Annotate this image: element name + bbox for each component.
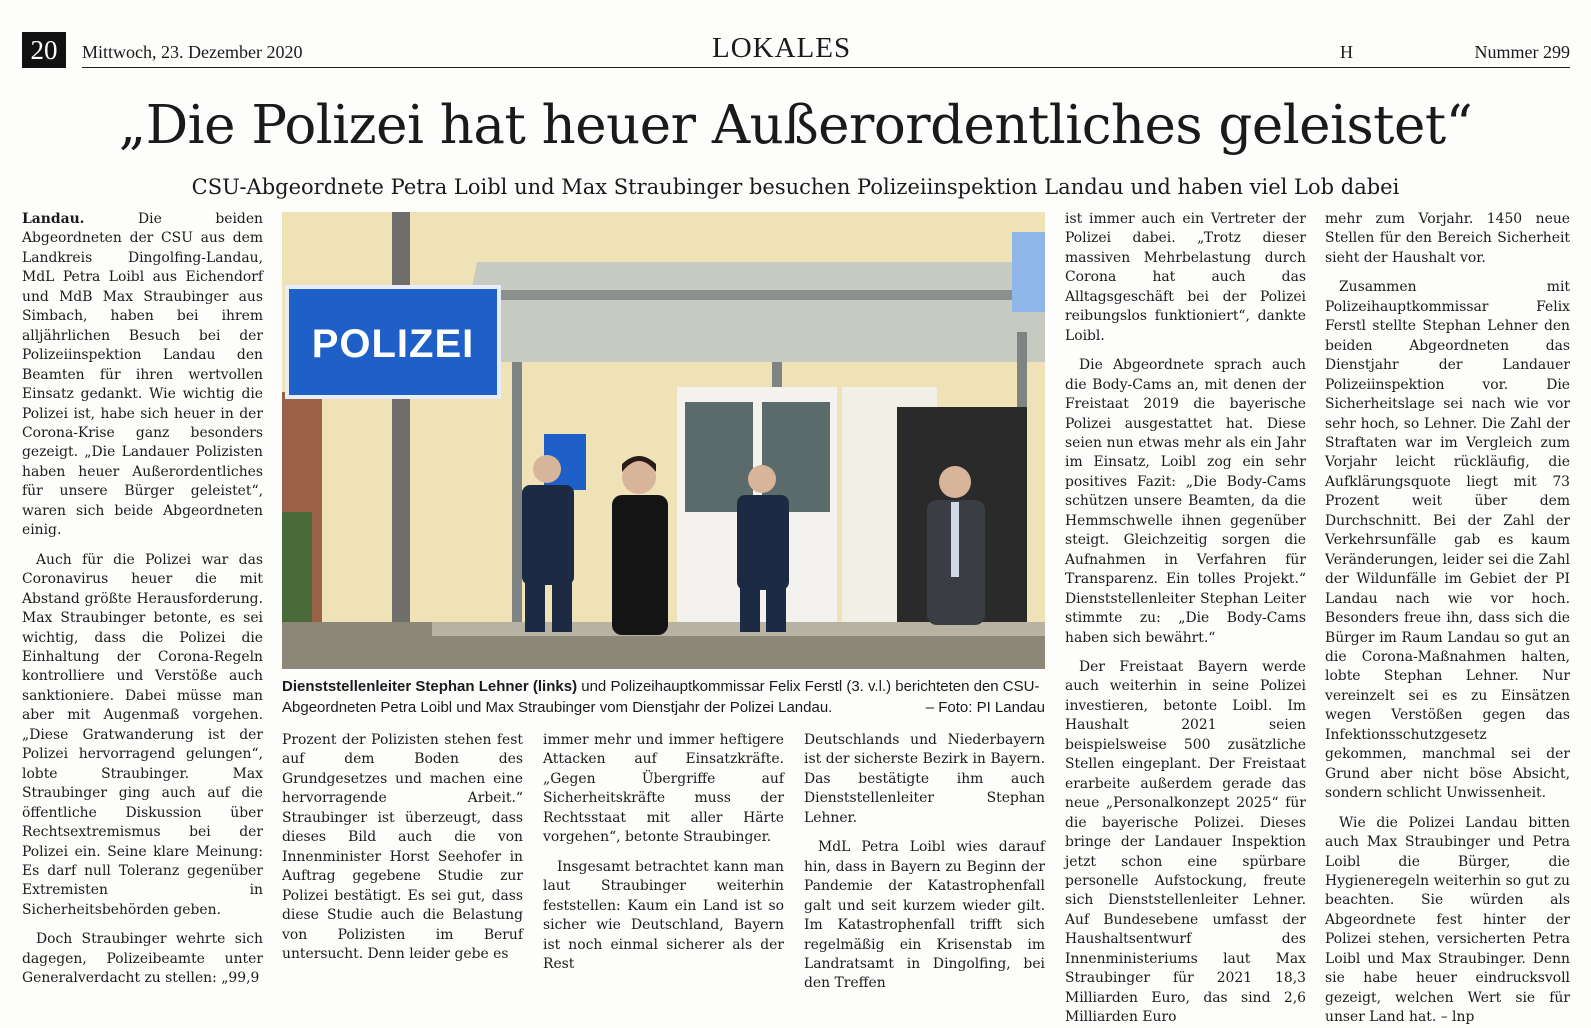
police-station-photo (282, 212, 1045, 669)
paragraph: Prozent der Polizisten stehen fest auf dem Boden des Grundgesetzes und machen eine hervorragende Arbeit.“ Straubinger ist überzeugt, dass dieses Bild auch die von Innenminister Horst Seehofer in Auftrag gegebene Studie zur Polizei bestätigt. Es sei gut, dass diese Studie auch die Belastung von Polizisten im Beruf untersucht. Denn leider gebe es (282, 732, 523, 962)
article-headline: „Die Polizei hat heuer Außerordentliches geleistet“ (118, 95, 1473, 156)
article-column-2 (282, 731, 523, 962)
paragraph: immer mehr und immer heftigere Attacken auf Einsatzkräfte. „Gegen Übergriffe auf Sicherheitskräfte muss der Rechtsstaat mit aller Härte vorgehen“, betonte Straubinger. (543, 732, 784, 846)
section-title: LOKALES (712, 32, 852, 64)
paragraph: Wie die Polizei Landau bitten auch Max Straubinger und Petra Loibl die Bürger, die Hygieneregeln weiterhin so gut zu beachten. Sie würden als Abgeordnete fest hinter der Polizei stehen, versicherten Petra Loibl und Max Straubinger. Denn sie habe heuer eindrucksvoll gezeigt, welchen Wert sie für unser Land hat. – lnp (1325, 814, 1570, 1026)
article-photo (282, 212, 1045, 669)
paragraph: Doch Straubinger wehrte sich dagegen, Polizeibeamte unter Generalverdacht zu stellen: „99,9 (22, 931, 263, 987)
paragraph: MdL Petra Loibl wies darauf hin, dass in Bayern zu Beginn der Pandemie der Katastrophenfall galt und seit kurzem wieder gilt. Im Katastrophenfall trifft sich regelmäßig ein Krisenstab im Landratsamt in Dingolfing, bei den Treffen (804, 839, 1045, 992)
paragraph: Deutschlands und Niederbayern ist der sicherste Bezirk in Bayern. Das bestätigte ihm auch Dienststellenleiter Stephan Lehner. (804, 732, 1045, 826)
paragraph: Die Abgeordnete sprach auch die Body-Cams an, mit denen der Freistaat 2019 die bayerische Polizei ausgestattet hat. Diese seien nun etwas mehr als ein Jahr im Einsatz, Loibl zog ein sehr positives Fazit: „Die Body-Cams schützen unsere Beamten, da die Hemmschwelle ihnen gegenüber steigt. Gleichzeitig sorgen die Aufnahmen in Verfahren für Transparenz. Ein tolles Projekt.“ Dienststellenleiter Stephan Leiter stimmte zu: „Die Body-Cams haben sich bewährt.“ (1065, 357, 1306, 646)
caption-text: und Polizeihauptkommissar Felix Ferstl (3. v.l.) berichteten den CSU-Abgeordneten Petra Loibl und Max Straubinger vom Dienstjahr der Polizei Landau. (282, 678, 1040, 716)
photo-credit: – Foto: PI Landau (925, 699, 1045, 716)
article-column-4 (804, 731, 1045, 992)
paragraph (22, 210, 263, 541)
page-header (22, 32, 1570, 68)
header-rule (82, 67, 1570, 68)
article-column-5 (1065, 210, 1306, 1026)
paragraph: Auch für die Polizei war das Coronavirus heuer die mit Abstand größte Herausforderung. Max Straubinger betonte, es sei wichtig, dass die Polizei die Einhaltung der Corona-Regeln kontrolliere und Verstöße auch sanktioniere. Dabei müsse man aber mit Augenmaß vorgehen. „Diese Gratwanderung ist der Polizei hervorragend gelungen“, lobte Straubinger. Max Straubinger ging auch auf die öffentliche Diskussion über Rechtsextremismus bei der Polizei ein. Seine klare Meinung: Es darf null Toleranz gegenüber Extremisten in Sicherheitsbehörden geben. (22, 551, 263, 918)
edition-letter: H (1340, 42, 1353, 62)
paragraph: Der Freistaat Bayern werde auch weiterhin in seine Polizei investieren, betonte Loibl. Im Haushalt 2021 seien beispielsweise 500 zusätzliche Stellen eingeplant. Der Freistaat erarbeite außerdem gerade das neue „Personalkonzept 2025“ für die bayerische Polizei. Dieses bringe der Landauer Inspektion jetzt schon eine spürbare personelle Aufstockung, freute sich Dienststellenleiter Lehner. Auf Bundesebene umfasst der Haushaltsentwurf des Innenministeriums laut Max Straubinger für 2021 18,3 Milliarden Euro, das sind 2,6 Milliarden Euro (1065, 658, 1306, 1026)
article-column-1 (22, 210, 263, 987)
article-column-6 (1325, 210, 1570, 1026)
polizei-sign (287, 287, 499, 397)
paragraph-text: Die beiden Abgeordneten der CSU aus dem Landkreis Dingolfing-Landau, MdL Petra Loibl aus Eichendorf und MdB Max Straubinger aus Simbach, haben bei ihrem alljährlichen Besuch bei der Polizeiinspektion Landau den Beamten für ihren wertvollen Einsatz gedankt. Wie wichtig die Polizei ist, habe sich heuer in der Corona-Krise ganz besonders gezeigt. „Die Landauer Polizisten haben heuer Außerordentliches für unsere Bürger geleistet“, waren sich beide Abgeordneten einig. (22, 211, 263, 539)
photo-caption (282, 676, 1045, 718)
issue-number: Nummer 299 (1474, 42, 1570, 62)
paragraph: Zusammen mit Polizeihauptkommissar Felix Ferstl stellte Stephan Lehner den beiden Abgeordneten das Dienstjahr der Landauer Polizeiinspektion vor. Die Sicherheitslage sei nach wie vor sehr hoch, so Lehner. Die Zahl der Straftaten war im Vergleich zum Vorjahr leicht rückläufig, die Aufklärungsquote liegt mit 73 Prozent weit über dem Durchschnitt. Bei der Zahl der Verkehrsunfälle gab es kaum Veränderungen, leider sei die Zahl der Wildunfälle im Gebiet der PI Landau nach wie vor hoch. Besonders freue ihn, dass sich die Bürger im Raum Landau so gut an die Corona-Maßnahmen halten, lobte Stephan Lehner. Nur vereinzelt sei es zu Einsätzen wegen Verstößen gegen das Infektionsschutzgesetz gekommen, manchmal sei der Grund aber nicht böse Absicht, sondern schlicht Unwissenheit. (1325, 279, 1570, 802)
paragraph: mehr zum Vorjahr. 1450 neue Stellen für den Bereich Sicherheit sieht der Haushalt vor. (1325, 211, 1570, 266)
paragraph: ist immer auch ein Vertreter der Polizei dabei. „Trotz dieser massiven Mehrbelastung durch Corona hat auch das Alltagsgeschäft bei der Polizei reibungslos funktioniert“, dankte Loibl. (1065, 211, 1306, 344)
dateline: Landau. (22, 211, 85, 227)
paragraph: Insgesamt betrachtet kann man laut Straubinger weiterhin feststellen: Kaum ein Land ist so sicher wie Deutschland, Bayern ist noch einmal sicherer als der Rest (543, 858, 784, 972)
issue-date: Mittwoch, 23. Dezember 2020 (82, 42, 303, 62)
polizei-sign-text: POLIZEI (311, 322, 475, 366)
page-number: 20 (22, 32, 66, 68)
article-subhead: CSU-Abgeordnete Petra Loibl und Max Straubinger besuchen Polizeiinspektion Landau und haben viel Lob dabei (191, 175, 1400, 199)
caption-lead: Dienststellenleiter Stephan Lehner (links) (282, 678, 578, 695)
article-column-3 (543, 731, 784, 972)
